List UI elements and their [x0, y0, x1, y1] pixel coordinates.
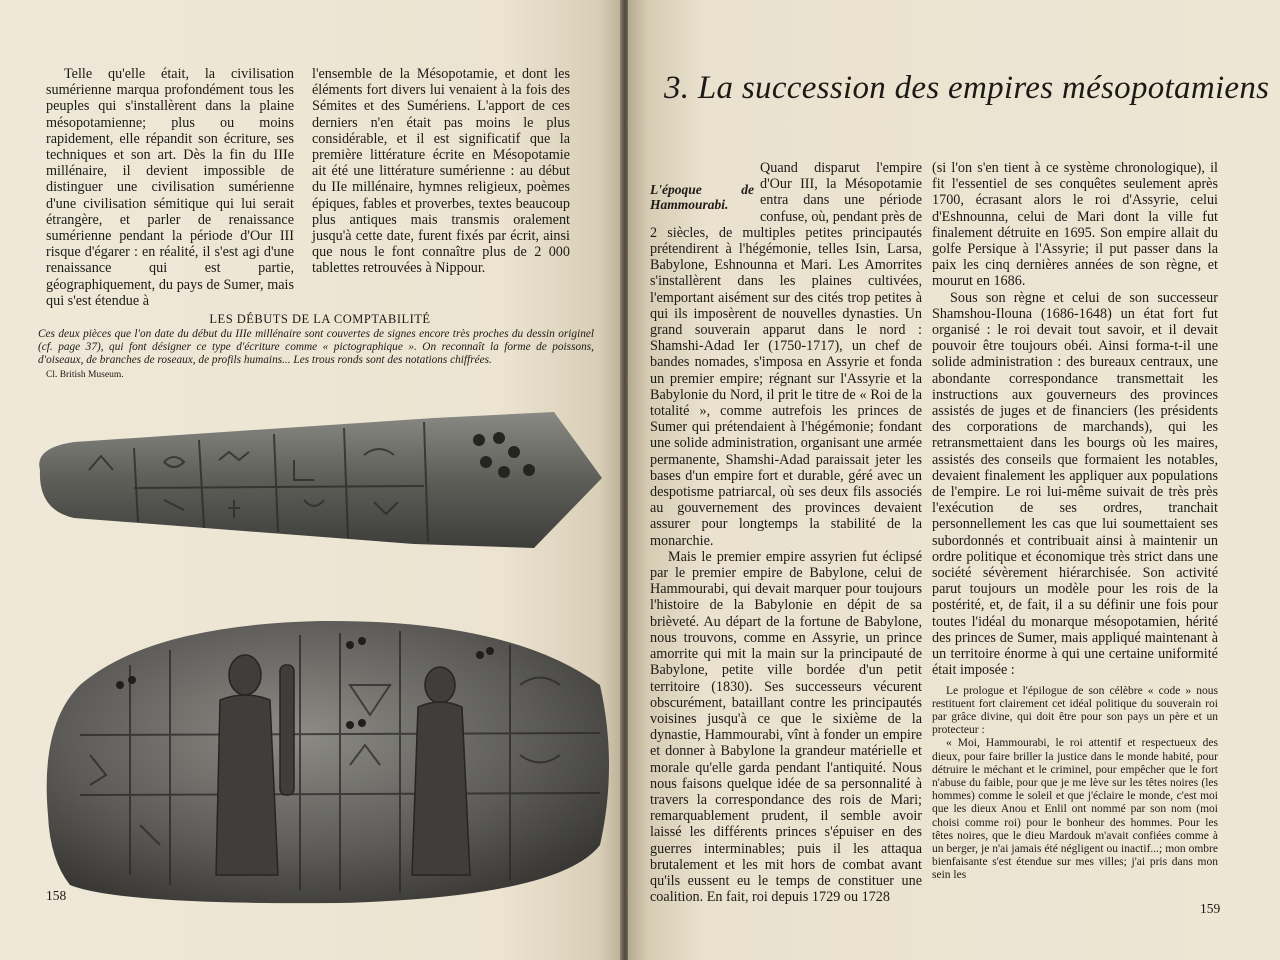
quote-intro: Le prologue et l'épilogue de son célèbre « code » nous restituent fort clairement cet idéal politique du souverain roi par grâce divine, qui doit être pour son pays un père et un protecteur :	[932, 684, 1218, 737]
left-text-column-2	[312, 66, 570, 277]
oval-tablet-image	[40, 605, 618, 910]
figure-caption-title: LES DÉBUTS DE LA COMPTABILITÉ	[209, 312, 431, 326]
code-quotation	[932, 685, 1218, 883]
side-heading: L'époque de Hammourabi.	[650, 182, 754, 212]
chapter-title: 3. La succession des empires mésopotamiens	[664, 70, 1270, 106]
right-paragraph-2: Mais le premier empire assyrien fut éclipsé par le premier empire de Babylone, celui de Hammourabi, qui devait marquer pour toujours l'histoire de la Babylonie en dépit de sa brièveté. Au départ de la fortune de Babylone, nous trouvons, comme en Assyrie, un prince amorrite qui mit la main sur la principauté de Babylone, petite ville bordée d'un petit territoire (1830). Ses successeurs vécurent obscurément, bataillant contre les principautés voisines jusqu'à ce que le sixième de la dynastie, Hammourabi, vînt à fonder un empire et donner à Babylone la grandeur matérielle et morale qu'elle garda pendant l'antiquité. Nous nous faisons quelque idée de sa personnalité à travers la correspondance des rois de Mari; remarquablement prudent, il semble avoir laissé les différents princes s'épuiser en des guerres interminables; puis il les attaqua brutalement et les mit hors de combat avant qu'ils eussent eu le temps de constituer une coalition. En fait, roi depuis 1729 ou 1728	[650, 548, 922, 906]
right-paragraph-1: Quand disparut l'empire d'Our III, la Mésopotamie entra dans une période confuse, où, pendant près de 2 siècles, de multiples petites principautés prétendirent à l'hégémonie, telles Isin, Larsa, Babylone, Eshnounna et Mari. Les Amorrites s'installèrent dans les plaines cultivées, l'emportant aisément sur des cités trop petites à qui ils imposèrent de nouvelles dynasties. Un grand souverain apparut dans le nord : Shamshi-Adad Ier (1750-1717), un chef de bandes nomades, s'imposa en Assyrie et fonda un premier empire; régnant sur l'Assyrie et la Babylonie du Nord, il prit le titre de « Roi de la totalité », comme autrefois les princes de Sumer qui prétendaient à l'hégémonie; fondant une solide administration, organisant une armée permanente, Shamshi-Adad paraissait jeter les bases d'un empire fort et durable, géré avec un despotisme patriarcal, où ses deux fils associés au gouvernement des provinces devaient assurer pour longtemps la stabilité de la monarchie.	[650, 160, 922, 549]
quote-body: « Moi, Hammourabi, le roi attentif et respectueux des dieux, pour faire briller la justice dans le monde habité, pour détruire le méchant et le criminel, pour empêcher que le fort n'abuse du faible, pour que je me lève sur les têtes noires (les hommes) comme le soleil et que j'éclaire le monde, c'est moi que les dieux Anou et Enlil ont nommé par son nom (moi choisi comme roi) pour le bonheur des hommes. Pour les têtes noires, que le dieu Mardouk m'avait confiées comme à un berger, je n'ai jamais été négligent ou inactif...; mon ombre bienfaisante s'est étendue sur mes villes; j'ai pris dans mon sein les	[932, 737, 1218, 882]
left-text-column-1	[46, 66, 294, 309]
photo-credit: Cl. British Museum.	[46, 370, 124, 380]
figure-caption-text: Ces deux pièces que l'on date du début du IIIe millénaire sont couvertes de signes encore très proches du dessin originel (cf. page 37), qui font désigner ce type d'écriture comme « pictographique ». On reconnaît la forme de poissons, d'oiseaux, de branches de roseaux, de profils humains... Les trous ronds sont des notations chiffrées.	[38, 328, 594, 367]
left-page	[0, 0, 624, 960]
left-paragraph-2: l'ensemble de la Mésopotamie, et dont les éléments fort divers lui venaient à la fois des Sémites et des Sumériens. L'apport de ces derniers n'en était pas moins le plus considérable, et il est significatif que la première littérature écrite en Mésopotamie ait été une littérature sumérienne : au début du IIe millénaire, hymnes religieux, poèmes épiques, fables et proverbes, textes beaucoup plus antiques mais transmis oralement jusqu'à cette date, furent fixés par écrit, ainsi que nous le font connaître plus de 2 000 tablettes retrouvées à Nippour.	[312, 66, 570, 277]
elongated-tablet-image	[34, 400, 604, 560]
right-paragraph-4: Sous son règne et celui de son successeur Shamshou-Ilouna (1686-1648) un état fort fut organisé : le roi devait tout savoir, et il devait pouvoir être toujours obéi. Ainsi forma-t-il une solide administration : des bureaux centraux, une abondante correspondance transmettait les instructions aux gouverneurs des provinces assistés de juges et de financiers (les présidents des corporations de marchands), qui les retransmettaient dans les bourgs où les maires, assistés des conseils que formaient les notables, devaient finalement les appliquer aux populations de l'empire. Le roi lui-même suivait de très près l'exécution de ses ordres, tranchait personnellement les cas que lui soumettaient ses subordonnés et contribuait ainsi à maintenir un ordre politique et économique très strict dans une société sévèrement hiérarchisée. Son activité parut toujours un modèle pour les rois de la postérité, et, de fait, il a su définir une fois pour toutes l'idéal du monarque mésopotamien, hérité des princes de Sumer, mais appliqué maintenant à un territoire énorme à qui une certaine uniformité était imposée :	[932, 289, 1218, 679]
right-paragraph-3: (si l'on s'en tient à ce système chronologique), il fit l'essentiel de ses conquêtes seulement après 1700, écrasant alors le roi d'Assyrie, celui d'Eshnounna, celui de Mari dont la ville fut finalement détruite en 1695. Son empire allait du golfe Persique à l'Assyrie; il put passer dans la paix les cinq dernières années de son règne, et mourut en 1686.	[932, 160, 1218, 290]
page-number-left: 158	[46, 888, 67, 903]
left-paragraph-1: Telle qu'elle était, la civilisation sumérienne marqua profondément tous les peuples qui s'installèrent dans la plaine mésopotamienne; plus ou moins rapidement, elle répandit son écriture, ses techniques et son art. Dès la fin du IIIe millénaire, il devient impossible de distinguer une civilisation sumérienne d'une civilisation sémitique qui lui serait étrangère, et parler de renaissance sumérienne pendant la période d'Our III risque d'égarer : en réalité, il s'est agi d'une renaissance qui est partie, géographiquement, du pays de Sumer, mais qui s'est étendue à	[46, 66, 294, 309]
right-text-column-2	[932, 160, 1218, 883]
page-number-right: 159	[1200, 901, 1221, 916]
right-text-column-1	[650, 160, 922, 905]
